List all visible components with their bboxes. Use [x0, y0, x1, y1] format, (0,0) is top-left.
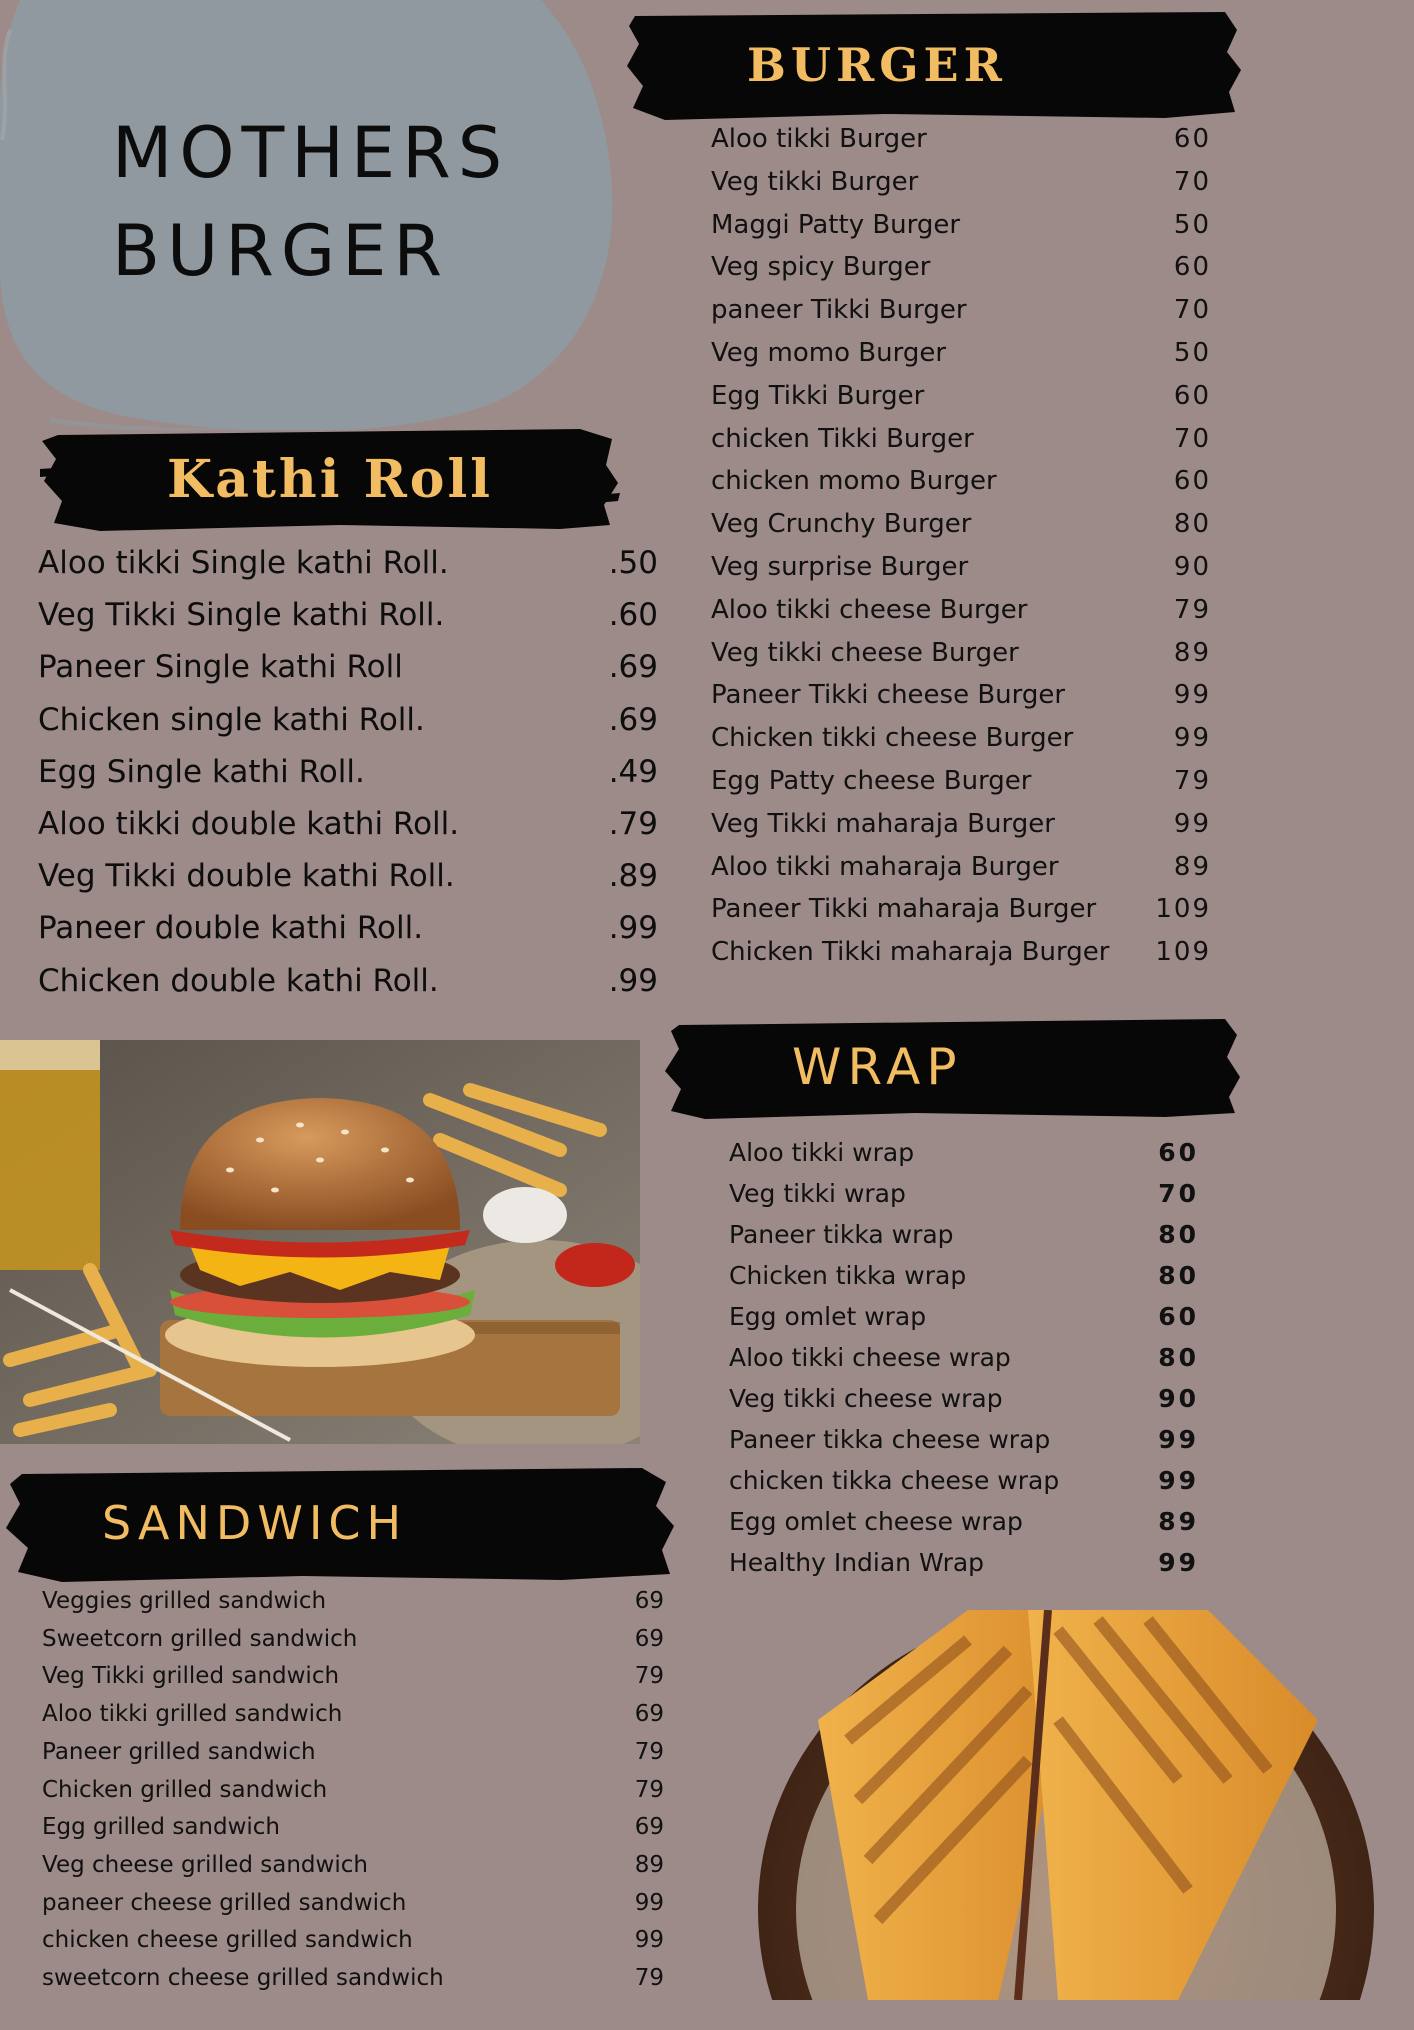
- menu-item-price: 79: [1173, 766, 1211, 796]
- menu-item: [711, 595, 1211, 638]
- menu-item: [729, 1548, 1199, 1589]
- menu-item: [38, 702, 658, 754]
- menu-item-price: 90: [1173, 552, 1211, 582]
- burger-photo: [0, 1040, 640, 1444]
- menu-item-name: Sweetcorn grilled sandwich: [42, 1625, 358, 1652]
- menu-item-price: .69: [608, 649, 658, 686]
- menu-item-name: Paneer Tikki cheese Burger: [711, 680, 1066, 711]
- menu-item-name: Aloo tikki grilled sandwich: [42, 1701, 343, 1728]
- menu-item-name: Veg spicy Burger: [711, 252, 931, 283]
- menu-item-name: Chicken tikki cheese Burger: [711, 723, 1074, 754]
- menu-item-name: Chicken grilled sandwich: [42, 1776, 328, 1803]
- menu-item: [711, 424, 1211, 467]
- menu-item-name: Egg omlet cheese wrap: [729, 1507, 1023, 1536]
- menu-item-price: 50: [1173, 338, 1211, 368]
- menu-item-price: 60: [1158, 1138, 1199, 1167]
- menu-item-name: Veg Tikki Single kathi Roll.: [38, 597, 445, 634]
- menu-item: [711, 723, 1211, 766]
- menu-item-name: sweetcorn cheese grilled sandwich: [42, 1965, 444, 1991]
- menu-item-price: 70: [1173, 166, 1211, 197]
- menu-item-price: 79: [634, 1776, 664, 1803]
- menu-item-name: Veg tikki Burger: [711, 166, 919, 197]
- menu-item-name: Veg tikki cheese wrap: [729, 1384, 1003, 1413]
- menu-item: [711, 552, 1211, 595]
- menu-item-name: Egg grilled sandwich: [42, 1814, 281, 1841]
- menu-item-price: 89: [1173, 637, 1211, 668]
- menu-item-name: paneer Tikki Burger: [711, 295, 967, 326]
- menu-item: [729, 1302, 1199, 1343]
- menu-item-name: Aloo tikki cheese wrap: [729, 1343, 1011, 1372]
- menu-item: [711, 381, 1211, 424]
- menu-item: [711, 852, 1211, 895]
- menu-item: [42, 1701, 664, 1739]
- menu-item-name: Aloo tikki wrap: [729, 1138, 915, 1167]
- menu-item-price: 99: [1158, 1466, 1199, 1495]
- menu-item-name: Paneer grilled sandwich: [42, 1738, 316, 1765]
- menu-item: [38, 597, 658, 649]
- wrap-list: [729, 1138, 1199, 1588]
- menu-item-name: Chicken Tikki maharaja Burger: [711, 937, 1110, 968]
- kathi-roll-banner: [40, 425, 620, 533]
- wrap-title: WRAP: [792, 1038, 963, 1096]
- menu-item-name: Veg Crunchy Burger: [711, 509, 972, 540]
- menu-item-name: Aloo tikki cheese Burger: [711, 594, 1028, 625]
- menu-item: [42, 1588, 664, 1626]
- menu-item-price: .99: [608, 962, 658, 999]
- menu-item: [42, 1927, 664, 1965]
- menu-item-price: 99: [1158, 1425, 1199, 1454]
- menu-item-price: 60: [1173, 380, 1211, 411]
- menu-item: [729, 1179, 1199, 1220]
- burger-title: BURGER: [747, 38, 1007, 92]
- menu-item-price: .79: [608, 806, 658, 842]
- menu-item: [711, 295, 1211, 338]
- menu-item-price: 89: [1158, 1507, 1199, 1536]
- menu-item: [38, 545, 658, 597]
- menu-item-price: 79: [1173, 594, 1211, 625]
- menu-item: [711, 210, 1211, 253]
- menu-item-price: 80: [1173, 509, 1211, 540]
- menu-item-price: 69: [634, 1814, 664, 1841]
- menu-item-price: 90: [1158, 1384, 1199, 1413]
- menu-item: [729, 1425, 1199, 1466]
- menu-item-name: Veg Tikki maharaja Burger: [711, 808, 1055, 839]
- menu-item: [729, 1261, 1199, 1302]
- menu-item-name: Egg Single kathi Roll.: [38, 753, 365, 790]
- menu-item-name: Veg cheese grilled sandwich: [42, 1851, 368, 1878]
- menu-item-price: .69: [608, 701, 658, 738]
- menu-item-price: 80: [1158, 1343, 1199, 1372]
- menu-item-price: 69: [634, 1625, 664, 1652]
- menu-item: [38, 754, 658, 806]
- menu-item: [729, 1138, 1199, 1179]
- menu-item-price: 99: [1173, 680, 1211, 711]
- menu-item-price: 60: [1173, 252, 1211, 283]
- menu-item-price: 69: [634, 1588, 664, 1614]
- menu-item-name: Veggies grilled sandwich: [42, 1588, 327, 1614]
- menu-item: [711, 466, 1211, 509]
- sandwich-photo: [758, 1610, 1374, 2030]
- menu-item-price: .49: [608, 753, 658, 790]
- menu-item-name: Paneer tikka cheese wrap: [729, 1425, 1051, 1454]
- menu-item-name: chicken Tikki Burger: [711, 423, 974, 454]
- menu-item: [711, 766, 1211, 809]
- menu-item-price: 80: [1158, 1261, 1199, 1290]
- menu-item-name: paneer cheese grilled sandwich: [42, 1889, 407, 1916]
- menu-item: [42, 1626, 664, 1664]
- menu-item-price: 79: [634, 1738, 664, 1765]
- menu-item-price: 79: [634, 1663, 664, 1690]
- menu-item: [42, 1739, 664, 1777]
- menu-item-price: 80: [1158, 1220, 1199, 1249]
- menu-item-price: 89: [1173, 851, 1211, 882]
- menu-item-price: 99: [1158, 1548, 1199, 1577]
- menu-item-price: 79: [634, 1965, 664, 1991]
- menu-item-name: Egg Tikki Burger: [711, 380, 925, 411]
- menu-item-price: 109: [1155, 937, 1211, 968]
- menu-item: [729, 1220, 1199, 1261]
- sandwich-title: SANDWICH: [102, 1496, 408, 1550]
- menu-item-price: 70: [1173, 295, 1211, 326]
- menu-item: [711, 509, 1211, 552]
- wrap-banner: [665, 1015, 1240, 1119]
- menu-item-name: Aloo tikki double kathi Roll.: [38, 806, 460, 842]
- menu-item-price: 69: [634, 1701, 664, 1728]
- menu-item-name: Chicken tikka wrap: [729, 1261, 967, 1290]
- menu-item: [38, 963, 658, 1015]
- menu-item-price: .99: [608, 910, 658, 947]
- menu-item-name: Egg omlet wrap: [729, 1302, 927, 1331]
- menu-item-name: Maggi Patty Burger: [711, 209, 961, 240]
- menu-item: [711, 937, 1211, 980]
- menu-item-price: .50: [608, 545, 658, 581]
- menu-item-price: 99: [634, 1927, 664, 1954]
- burger-list: [711, 124, 1211, 984]
- menu-item-name: chicken momo Burger: [711, 466, 997, 497]
- menu-item: [729, 1466, 1199, 1507]
- menu-item-name: Veg tikki wrap: [729, 1179, 906, 1208]
- kathi-roll-title: Kathi Roll: [167, 448, 493, 510]
- menu-item: [42, 1965, 664, 2003]
- menu-item-name: Healthy Indian Wrap: [729, 1548, 985, 1577]
- menu-item: [711, 894, 1211, 937]
- kathi-roll-list: [38, 545, 658, 1025]
- menu-item: [729, 1507, 1199, 1548]
- menu-item: [711, 252, 1211, 295]
- menu-item-name: Veg Tikki grilled sandwich: [42, 1663, 340, 1690]
- menu-item: [711, 338, 1211, 381]
- menu-item: [729, 1384, 1199, 1425]
- menu-item-price: 89: [634, 1851, 664, 1878]
- brand-title-line-1: MOTHERS: [112, 112, 510, 194]
- menu-item-name: Egg Patty cheese Burger: [711, 766, 1032, 796]
- menu-item-name: Paneer Single kathi Roll: [38, 649, 403, 686]
- menu-item-price: 70: [1173, 423, 1211, 454]
- menu-item-name: Aloo tikki Single kathi Roll.: [38, 545, 449, 581]
- menu-item-name: Paneer tikka wrap: [729, 1220, 954, 1249]
- brand-title-line-2: BURGER: [112, 210, 450, 292]
- menu-item: [729, 1343, 1199, 1384]
- menu-item: [38, 806, 658, 858]
- menu-item: [38, 910, 658, 962]
- menu-item-price: 99: [634, 1889, 664, 1916]
- menu-item: [711, 167, 1211, 210]
- menu-item: [42, 1890, 664, 1928]
- menu-item-price: .89: [608, 858, 658, 895]
- menu-item-name: Aloo tikki Burger: [711, 124, 927, 154]
- menu-item: [711, 680, 1211, 723]
- menu-item-name: Chicken double kathi Roll.: [38, 962, 439, 999]
- menu-item: [42, 1814, 664, 1852]
- menu-item-price: 99: [1173, 808, 1211, 839]
- menu-item-name: Aloo tikki maharaja Burger: [711, 851, 1059, 882]
- sandwich-list: [42, 1588, 664, 2000]
- menu-item-price: .60: [608, 597, 658, 634]
- menu-item-name: Veg tikki cheese Burger: [711, 637, 1019, 668]
- menu-item-name: Veg Tikki double kathi Roll.: [38, 858, 455, 895]
- menu-item: [42, 1663, 664, 1701]
- menu-item-name: Veg surprise Burger: [711, 552, 969, 582]
- menu-item: [711, 809, 1211, 852]
- menu-item-price: 99: [1173, 723, 1211, 754]
- burger-banner: [625, 8, 1241, 122]
- menu-item: [42, 1777, 664, 1815]
- menu-item-name: Paneer double kathi Roll.: [38, 910, 424, 947]
- menu-item-name: Veg momo Burger: [711, 338, 947, 368]
- sandwich-banner: [2, 1462, 678, 1584]
- menu-item: [711, 638, 1211, 681]
- menu-item-price: 60: [1173, 124, 1211, 154]
- menu-item: [42, 1852, 664, 1890]
- menu-item-price: 60: [1173, 466, 1211, 497]
- menu-item: [711, 124, 1211, 167]
- menu-item: [38, 649, 658, 701]
- menu-item-name: chicken cheese grilled sandwich: [42, 1927, 413, 1954]
- menu-item-name: Chicken single kathi Roll.: [38, 701, 425, 738]
- menu-item-name: Paneer Tikki maharaja Burger: [711, 894, 1097, 925]
- menu-item-price: 50: [1173, 209, 1211, 240]
- menu-item-price: 70: [1158, 1179, 1199, 1208]
- menu-item-name: chicken tikka cheese wrap: [729, 1466, 1060, 1495]
- menu-item-price: 60: [1158, 1302, 1199, 1331]
- menu-item: [38, 858, 658, 910]
- menu-item-price: 109: [1155, 894, 1211, 925]
